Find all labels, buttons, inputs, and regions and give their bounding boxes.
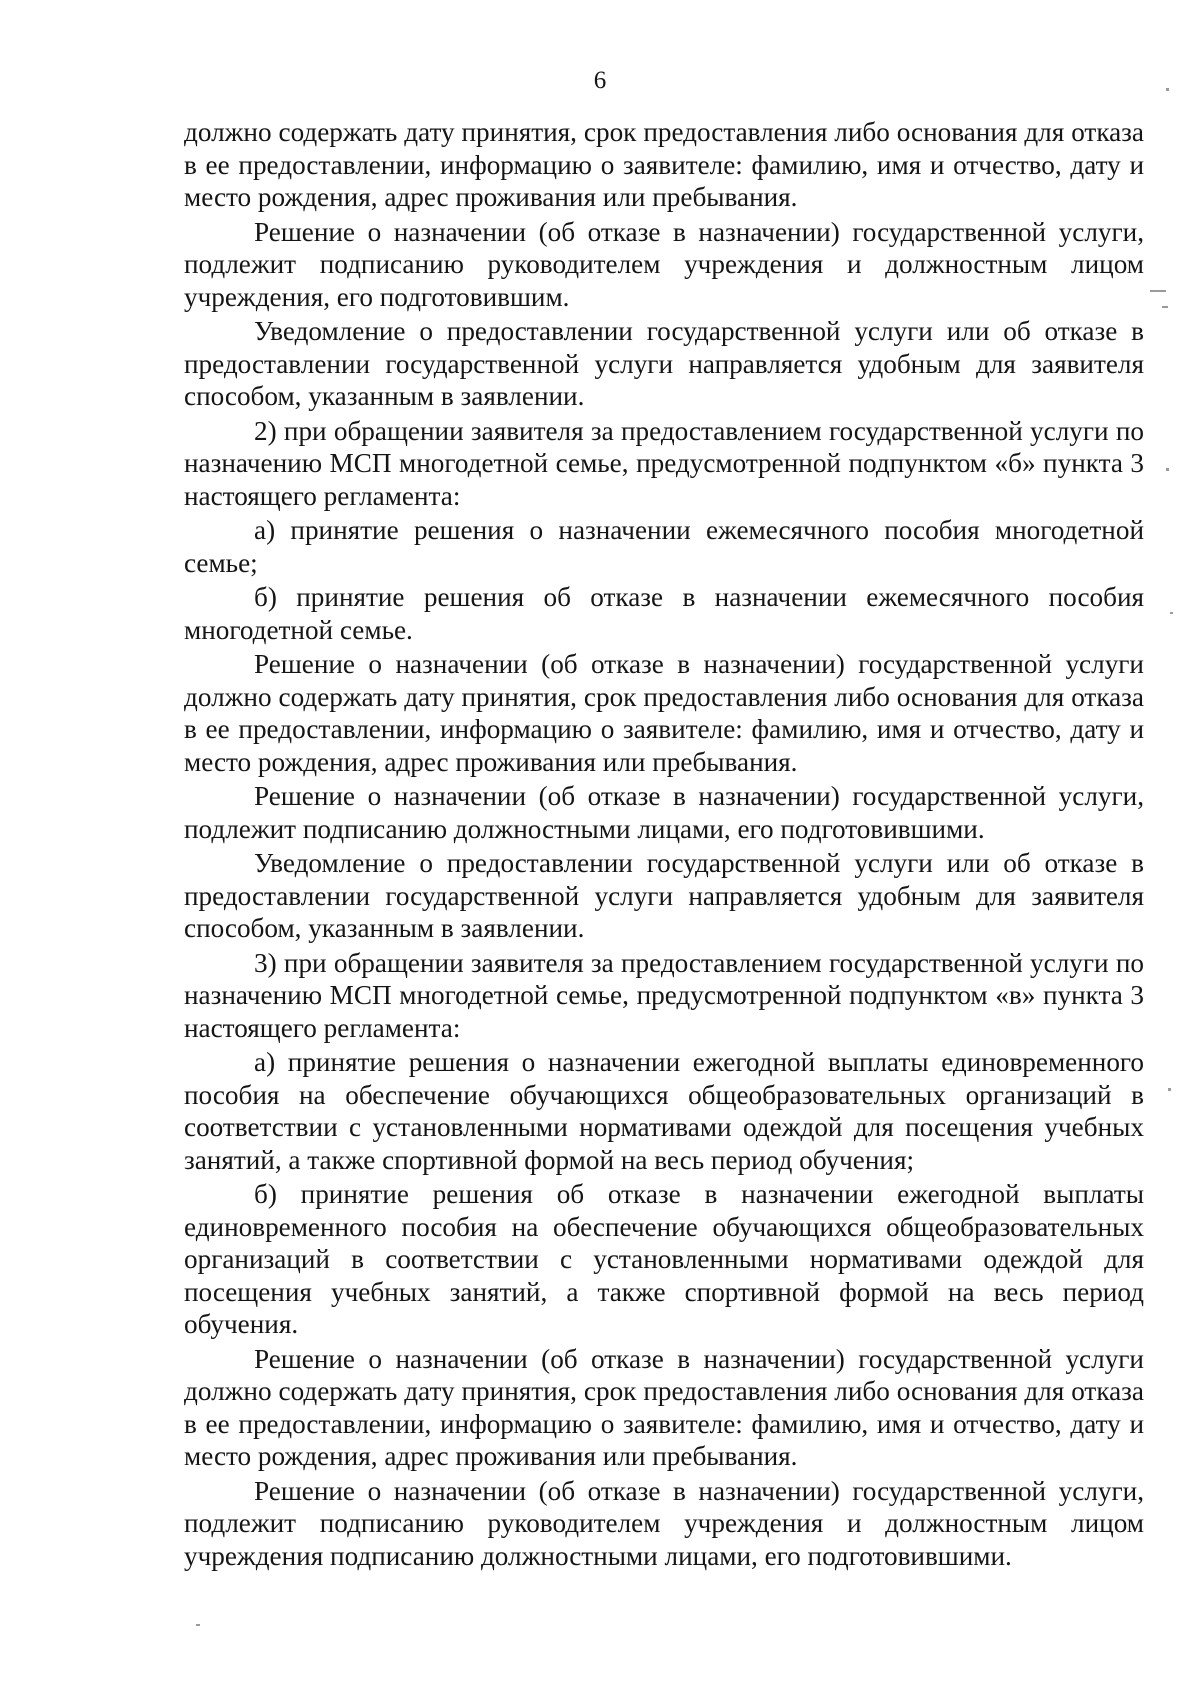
paragraph-item-3: 3) при обращении заявителя за предоставлением государственной услуги по назначению МСП многодетной семье, предусмотренной подпунктом «в» пункта 3 настоящего регламента:	[184, 947, 1144, 1043]
scan-mark	[196, 1624, 200, 1626]
scan-mark	[1162, 306, 1168, 308]
scan-mark	[1170, 612, 1173, 614]
paragraph-notification: Уведомление о предоставлении государственной услуги или об отказе в предоставлении государственной услуги направляется удобным для заявителя способом, указанным в заявлении.	[184, 848, 1144, 943]
paragraph-decision-signing: Решение о назначении (об отказе в назначении) государственной услуги, подлежит подписанию должностными лицами, его подготовившими.	[184, 781, 1144, 844]
scan-mark	[1166, 468, 1169, 471]
document-body	[184, 116, 1144, 1572]
paragraph-item-3a: а) принятие решения о назначении ежегодной выплаты единовременного пособия на обеспечение обучающихся общеобразовательных организаций в соответствии с установленными нормативами одеждой для посещения учебных занятий, а также спортивной формой на весь период обучения;	[184, 1047, 1144, 1175]
page-number: 6	[593, 67, 607, 94]
scan-mark	[1166, 88, 1169, 91]
paragraph-decision-signing: Решение о назначении (об отказе в назначении) государственной услуги, подлежит подписанию руководителем учреждения и должностным лицом учреждения, его подготовившим.	[184, 216, 1144, 312]
paragraph-item-2a: а) принятие решения о назначении ежемесячного пособия многодетной семье;	[184, 515, 1144, 578]
scan-mark	[1150, 290, 1166, 292]
paragraph-item-3b: б) принятие решения об отказе в назначении ежегодной выплаты единовременного пособия на обеспечение обучающихся общеобразовательных организаций в соответствии с установленными нормативами одеждой для посещения учебных занятий, а также спортивной формой на весь период обучения.	[184, 1179, 1144, 1339]
paragraph-continuation: должно содержать дату принятия, срок предоставления либо основания для отказа в ее предоставлении, информацию о заявителе: фамилию, имя и отчество, дату и место рождения, адрес проживания или пребывания.	[184, 117, 1144, 212]
paragraph-decision-content: Решение о назначении (об отказе в назначении) государственной услуги должно содержать дату принятия, срок предоставления либо основания для отказа в ее предоставлении, информацию о заявителе: фамилию, имя и отчество, дату и место рождения, адрес проживания или пребывания.	[184, 649, 1144, 777]
paragraph-item-2b: б) принятие решения об отказе в назначении ежемесячного пособия многодетной семье.	[184, 582, 1144, 645]
paragraph-decision-signing: Решение о назначении (об отказе в назначении) государственной услуги, подлежит подписанию руководителем учреждения и должностным лицом учреждения подписанию должностными лицами, его подготовившими.	[184, 1475, 1144, 1571]
paragraph-item-2: 2) при обращении заявителя за предоставлением государственной услуги по назначению МСП многодетной семье, предусмотренной подпунктом «б» пункта 3 настоящего регламента:	[184, 415, 1144, 511]
paragraph-notification: Уведомление о предоставлении государственной услуги или об отказе в предоставлении государственной услуги направляется удобным для заявителя способом, указанным в заявлении.	[184, 316, 1144, 411]
paragraph-decision-content: Решение о назначении (об отказе в назначении) государственной услуги должно содержать дату принятия, срок предоставления либо основания для отказа в ее предоставлении, информацию о заявителе: фамилию, имя и отчество, дату и место рождения, адрес проживания или пребывания.	[184, 1343, 1144, 1471]
scan-mark	[1168, 1088, 1171, 1091]
